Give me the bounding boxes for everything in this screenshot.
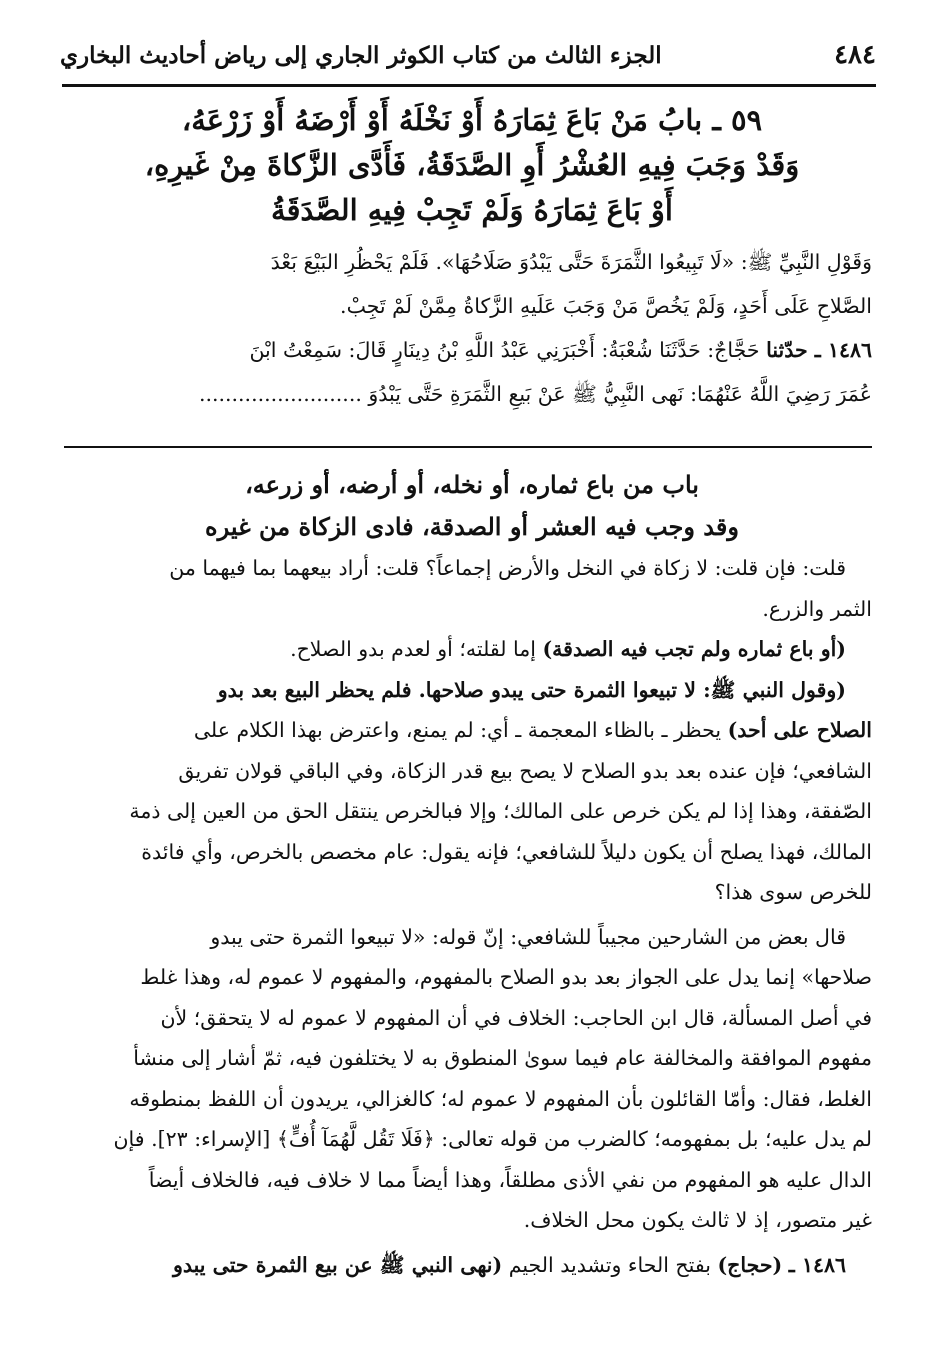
- commentary-line: الغلط، فقال: وأمّا القائلون بأن المفهوم لا عموم له؛ كالغزالي، يريدون أن اللفظ بمنطوقه: [129, 1086, 872, 1111]
- commentary-line: الشافعي؛ فإن عنده بعد بدو الصلاح لا يصح بيع قدر الزكاة، وفي الباقي قولان تفريق: [178, 758, 872, 783]
- hadith-text: حَجَّاجٌ: حَدَّثَنَا شُعْبَةُ: أَخْبَرَنِي عَبْدُ اللَّهِ بْنُ دِينَارٍ قَالَ: سَمِعْتُ ابْنَ: [249, 338, 760, 362]
- commentary-line: الثمر والزرع.: [762, 596, 872, 621]
- commentary-text-span: بفتح الحاء وتشديد الجيم: [508, 1252, 711, 1277]
- chapter-heading-line: أَوْ بَاعَ ثِمَارَهُ وَلَمْ تَجِبْ فِيهِ الصَّدَقَةُ: [271, 193, 673, 227]
- matn-text: [64, 240, 872, 416]
- commentary-line: [64, 629, 872, 670]
- commentary-line: للخرص سوى هذا؟: [714, 880, 872, 904]
- commentary-bold: (نهى النبي ﷺ عن بيع الثمرة حتى يبدو: [172, 1252, 503, 1277]
- commentary-line: [64, 710, 872, 751]
- commentary-line: (وقول النبي ﷺ: لا تبيعوا الثمرة حتى يبدو صلاحها. فلم يحظر البيع بعد بدو: [217, 677, 846, 702]
- page-number: ٤٨٤: [834, 40, 876, 70]
- commentary-bold: الصلاح على أحد): [727, 718, 872, 742]
- commentary-text: [64, 548, 872, 1285]
- commentary-line: قال بعض من الشارحين مجيباً للشافعي: إنّ قوله: «لا تبيعوا الثمرة حتى يبدو: [210, 924, 846, 949]
- chapter-heading: [60, 98, 884, 233]
- hadith-line: [64, 328, 872, 372]
- commentary-line: الصّفقة، وهذا إذا لم يكن خرص على المالك؛ وإلا فبالخرص ينتقل الحق من العين إلى ذمة: [129, 799, 872, 823]
- hadith-number: ١٤٨٦ ـ حدّثنا: [766, 338, 872, 362]
- commentary-line: في أصل المسألة، قال ابن الحاجب: الخلاف في أن المفهوم لا عموم له لا يتحقق؛ لأن: [160, 1005, 872, 1030]
- commentary-heading: [60, 464, 884, 548]
- chapter-heading-line: ٥٩ ـ بابُ مَنْ بَاعَ ثِمَارَهُ أَوْ نَخْلَهُ أَوْ أَرْضَهُ أَوْ زَرْعَهُ،: [181, 103, 763, 137]
- commentary-hadith-number: ١٤٨٦ ـ: [788, 1252, 846, 1277]
- hadith-line: عُمَرَ رَضِيَ اللَّهُ عَنْهُمَا: نَهى النَّبِيُّ ﷺ عَنْ بَيعِ الثَّمَرَةِ حَتَّى يَبْدُوَ .........................: [198, 382, 872, 406]
- commentary-heading-line: باب من باع ثماره، أو نخله، أو أرضه، أو زرعه،: [245, 470, 699, 499]
- commentary-line: صلاحها» إنما يدل على الجواز بعد بدو الصلاح بالمفهوم، والمفهوم لا عموم له، وهذا غلط: [140, 965, 872, 989]
- commentary-bold: (أو باع ثماره ولم تجب فيه الصدقة): [542, 637, 846, 661]
- commentary-text-span: يحظر ـ بالظاء المعجمة ـ أي: لم يمنع، واعترض بهذا الكلام على: [193, 718, 722, 742]
- commentary-line: المالك، فهذا يصلح أن يكون دليلاً للشافعي؛ فإنه يقول: عام مخصص بالخرص، وأي فائدة: [141, 839, 872, 864]
- commentary-line: مفهوم الموافقة والمخالفة عام فيما سوىٰ المنطوق به لا يختلفون فيه، ثمّ أشار إلى منشأ: [133, 1046, 872, 1070]
- commentary-text-span: إما لقلته؛ أو لعدم بدو الصلاح.: [290, 637, 536, 661]
- commentary-line: [64, 1245, 872, 1286]
- commentary-line: غير متصور، إذ لا ثالث يكون محل الخلاف.: [523, 1208, 872, 1232]
- commentary-heading-line: وقد وجب فيه العشر أو الصدقة، فادى الزكاة من غيره: [205, 512, 739, 541]
- matn-line: الصَّلاحِ عَلَى أَحَدٍ، وَلَمْ يَخُصَّ مَنْ وَجَبَ عَلَيهِ الزَّكاةُ مِمَّنْ لَمْ تَجِبْ.: [340, 294, 872, 318]
- running-title: الجزء الثالث من كتاب الكوثر الجاري إلى رياض أحاديث البخاري: [60, 42, 662, 69]
- page-header: [60, 34, 876, 78]
- commentary-bold: (حجاج): [717, 1252, 783, 1277]
- matn-line: وَقَوْلِ النَّبِيِّ ﷺ: «لَا تَبِيعُوا الثَّمَرَةَ حَتَّى يَبْدُوَ صَلَاحُهَا». فَلَمْ يَحْظُرِ البَيْعَ بَعْدَ: [270, 250, 872, 274]
- chapter-heading-line: وَقَدْ وَجَبَ فِيهِ العُشْرُ أَوِ الصَّدَقَةُ، فَأَدَّى الزَّكاةَ مِنْ غَيرِهِ،: [144, 148, 800, 182]
- commentary-line: الدال عليه هو المفهوم من نفي الأذى مطلقاً، وهذا أيضاً مما لا خلاف فيه، فالخلاف أيضاً: [148, 1167, 872, 1192]
- footnote-divider: [64, 446, 872, 448]
- commentary-line: قلت: فإن قلت: لا زكاة في النخل والأرض إجماعاً؟ قلت: أراد بيعهما بما فيهما من: [169, 556, 846, 580]
- header-rule: [62, 84, 876, 87]
- commentary-line: لم يدل عليه؛ بل بمفهومه؛ كالضرب من قوله تعالى: ﴿فَلَا تَقُل لَّهُمَآ أُفٍّ﴾ [الإسراء: ٢٣]. فإن: [113, 1127, 872, 1151]
